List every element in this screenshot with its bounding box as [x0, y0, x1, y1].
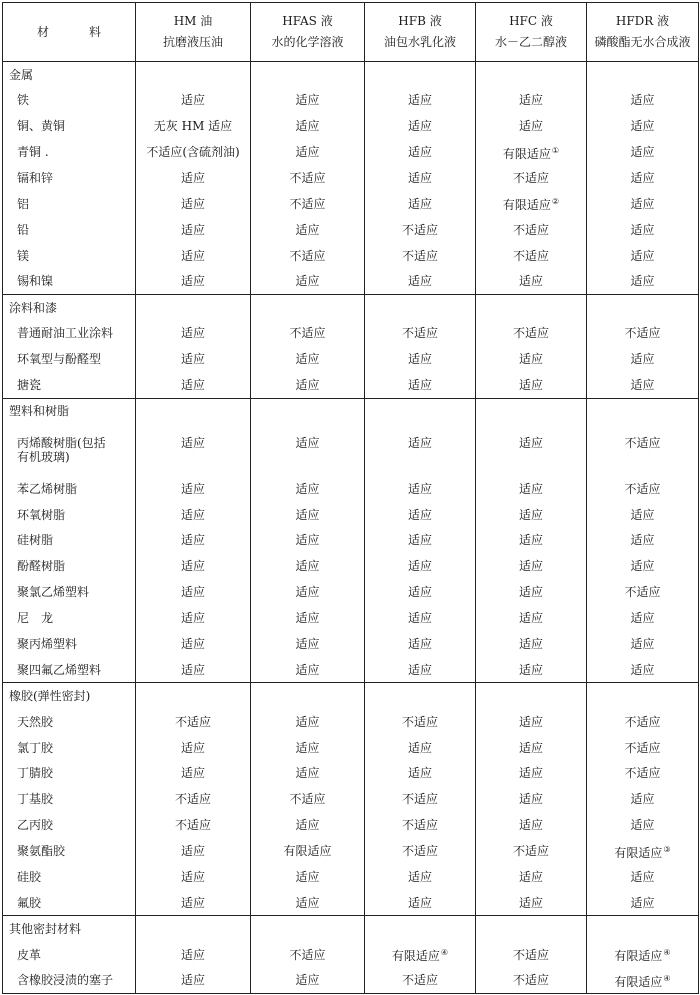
- cell-hfdr: 适应: [587, 786, 699, 812]
- empty-cell: [365, 295, 476, 321]
- material-name: 含橡胶浸渍的塞子: [3, 968, 136, 994]
- cell-hfdr: [587, 968, 699, 994]
- cell-hfas: 适应: [251, 269, 365, 295]
- cell-hm: 适应: [136, 735, 251, 761]
- cell-hfc: 适应: [476, 346, 587, 372]
- cell-hm: 不适应: [136, 709, 251, 735]
- cell-hfc: 适应: [476, 87, 587, 113]
- cell-hfc: 适应: [476, 528, 587, 554]
- cell-hfdr: 适应: [587, 890, 699, 916]
- material-name: 酚醛树脂: [3, 553, 136, 579]
- empty-cell: [251, 683, 365, 709]
- material-name: 搪瓷: [3, 372, 136, 398]
- cell-hfas: 适应: [251, 217, 365, 243]
- empty-cell: [365, 683, 476, 709]
- material-name: 硅胶: [3, 864, 136, 890]
- table-row: [3, 812, 699, 838]
- cell-hfdr: 适应: [587, 372, 699, 398]
- cell-hfdr: 适应: [587, 605, 699, 631]
- cell-hm: 适应: [136, 191, 251, 217]
- cell-hfdr: [587, 450, 699, 476]
- cell-hfb: 适应: [365, 864, 476, 890]
- category-label: 涂料和漆: [3, 295, 136, 321]
- empty-cell: [476, 916, 587, 942]
- cell-hfas: 适应: [251, 113, 365, 139]
- empty-cell: [136, 916, 251, 942]
- cell-hfb: 适应: [365, 372, 476, 398]
- header-hfc-desc: 水－乙二醇液: [494, 35, 567, 49]
- cell-hfb: 适应: [365, 476, 476, 502]
- cell-hfdr: 适应: [587, 139, 699, 165]
- cell-hfas: 适应: [251, 761, 365, 787]
- empty-cell: [251, 295, 365, 321]
- cell-hfc: 适应: [476, 605, 587, 631]
- material-name: 镉和锌: [3, 165, 136, 191]
- header-hfc: [476, 3, 587, 62]
- cell-hfb: 不适应: [365, 320, 476, 346]
- cell-hm: 适应: [136, 372, 251, 398]
- cell-hfb: 不适应: [365, 838, 476, 864]
- header-material-label: 材 料: [36, 24, 115, 39]
- header-hfdr-code: HFDR 液: [615, 14, 670, 28]
- cell-hfdr: 适应: [587, 269, 699, 295]
- material-name: 铝: [3, 191, 136, 217]
- cell-hfdr: 适应: [587, 502, 699, 528]
- table-row: [3, 165, 699, 191]
- cell-hfas: 适应: [251, 890, 365, 916]
- header-hfb: [365, 3, 476, 62]
- header-hfb-desc: 油包水乳化液: [383, 35, 456, 49]
- cell-hfc: 适应: [476, 372, 587, 398]
- empty-cell: [587, 295, 699, 321]
- footnote-marker: ①: [551, 145, 560, 155]
- category-row: [3, 683, 699, 709]
- category-row: [3, 295, 699, 321]
- cell-hm: 适应: [136, 165, 251, 191]
- material-name: 丙烯酸树脂(包括: [3, 424, 136, 450]
- category-row: [3, 62, 699, 88]
- cell-hm: 无灰 HM 适应: [136, 113, 251, 139]
- category-label: 橡胶(弹性密封): [3, 683, 136, 709]
- table-body: [3, 62, 699, 994]
- material-name: 硅树脂: [3, 528, 136, 554]
- cell-hm: 不适应: [136, 812, 251, 838]
- cell-text: 有限适应: [614, 949, 663, 964]
- cell-hfc: 不适应: [476, 320, 587, 346]
- cell-hfas: 不适应: [251, 191, 365, 217]
- cell-hm: 适应: [136, 864, 251, 890]
- table-row: [3, 139, 699, 165]
- material-name: 苯乙烯树脂: [3, 476, 136, 502]
- cell-hfas: 适应: [251, 812, 365, 838]
- cell-hm: 适应: [136, 890, 251, 916]
- cell-hfas: 适应: [251, 139, 365, 165]
- cell-hfc: 不适应: [476, 217, 587, 243]
- cell-hfb: 适应: [365, 890, 476, 916]
- cell-hfas: [251, 450, 365, 476]
- header-hfc-code: HFC 液: [509, 14, 553, 28]
- footnote-marker: ②: [551, 197, 560, 207]
- cell-hfas: 适应: [251, 476, 365, 502]
- cell-hfb: 适应: [365, 735, 476, 761]
- cell-hfdr: 不适应: [587, 424, 699, 450]
- cell-hfas: 适应: [251, 553, 365, 579]
- cell-hfas: 适应: [251, 424, 365, 450]
- cell-hfb: [365, 450, 476, 476]
- cell-hfdr: [587, 942, 699, 968]
- cell-hm: 适应: [136, 476, 251, 502]
- cell-hm: 适应: [136, 502, 251, 528]
- empty-cell: [365, 398, 476, 424]
- table-row: [3, 191, 699, 217]
- cell-hfdr: 适应: [587, 243, 699, 269]
- header-hm-desc: 抗磨液压油: [162, 35, 223, 49]
- cell-hm: 适应: [136, 87, 251, 113]
- cell-hfc: 适应: [476, 553, 587, 579]
- table-row: [3, 838, 699, 864]
- cell-hm: 适应: [136, 424, 251, 450]
- table-row: [3, 372, 699, 398]
- table-row: [3, 243, 699, 269]
- table-row: [3, 269, 699, 295]
- header-hfas-desc: 水的化学溶液: [271, 35, 344, 49]
- cell-hfdr: 不适应: [587, 709, 699, 735]
- cell-hfc: 适应: [476, 579, 587, 605]
- material-name: 氯丁胶: [3, 735, 136, 761]
- cell-hfb: 适应: [365, 502, 476, 528]
- material-name: 环氧树脂: [3, 502, 136, 528]
- material-name: 丁基胶: [3, 786, 136, 812]
- cell-hfb: 适应: [365, 553, 476, 579]
- cell-hfdr: 不适应: [587, 579, 699, 605]
- material-name: 乙丙胶: [3, 812, 136, 838]
- cell-hfas: 不适应: [251, 786, 365, 812]
- cell-hfc: 适应: [476, 113, 587, 139]
- cell-text: 有限适应: [391, 949, 440, 964]
- cell-hfas: 适应: [251, 709, 365, 735]
- header-hfas-code: HFAS 液: [282, 14, 333, 28]
- cell-hfb: 适应: [365, 87, 476, 113]
- cell-hm: 适应: [136, 968, 251, 994]
- cell-hfb: 不适应: [365, 968, 476, 994]
- cell-hfdr: [587, 838, 699, 864]
- cell-hfdr: 适应: [587, 864, 699, 890]
- cell-hfb: 适应: [365, 761, 476, 787]
- table-row: [3, 786, 699, 812]
- cell-hfb: 适应: [365, 113, 476, 139]
- header-hm-code: HM 油: [173, 14, 213, 28]
- cell-hfb: 适应: [365, 139, 476, 165]
- cell-hfc: 不适应: [476, 838, 587, 864]
- cell-hfc: 不适应: [476, 942, 587, 968]
- category-label: 金属: [3, 62, 136, 88]
- cell-hfdr: 适应: [587, 165, 699, 191]
- header-hfas: [251, 3, 365, 62]
- compatibility-table: [2, 2, 699, 994]
- material-name: 环氧型与酚醛型: [3, 346, 136, 372]
- material-name: 铜、黄铜: [3, 113, 136, 139]
- header-hfdr: [587, 3, 699, 62]
- material-name: 聚四氟乙烯塑料: [3, 657, 136, 683]
- table-row: [3, 657, 699, 683]
- cell-hm: 适应: [136, 553, 251, 579]
- cell-hfb: 适应: [365, 346, 476, 372]
- cell-hfdr: 适应: [587, 87, 699, 113]
- cell-hfas: 不适应: [251, 243, 365, 269]
- header-hfdr-desc: 磷酸酯无水合成液: [594, 35, 691, 49]
- table-row: [3, 709, 699, 735]
- cell-hfc: 适应: [476, 890, 587, 916]
- cell-hfc: 不适应: [476, 165, 587, 191]
- cell-hm: 适应: [136, 838, 251, 864]
- category-row: [3, 398, 699, 424]
- cell-hfc: 适应: [476, 657, 587, 683]
- category-label: 塑料和树脂: [3, 398, 136, 424]
- material-name: 天然胶: [3, 709, 136, 735]
- table-row: [3, 605, 699, 631]
- cell-hfb: 不适应: [365, 217, 476, 243]
- table-row: [3, 942, 699, 968]
- material-name: 丁腈胶: [3, 761, 136, 787]
- empty-cell: [365, 62, 476, 88]
- cell-hm: 适应: [136, 243, 251, 269]
- table-row: [3, 579, 699, 605]
- header-hfb-code: HFB 液: [398, 14, 442, 28]
- table-row: [3, 424, 699, 450]
- cell-hfc: 适应: [476, 761, 587, 787]
- cell-hm: 适应: [136, 605, 251, 631]
- empty-cell: [136, 295, 251, 321]
- cell-hfdr: 不适应: [587, 735, 699, 761]
- cell-text: 有限适应: [614, 974, 663, 989]
- header-hm: [136, 3, 251, 62]
- material-name: 皮革: [3, 942, 136, 968]
- empty-cell: [136, 62, 251, 88]
- footnote-marker: ④: [663, 973, 671, 983]
- table-row: [3, 217, 699, 243]
- cell-hfb: [365, 942, 476, 968]
- cell-hfb: 适应: [365, 579, 476, 605]
- cell-hfb: 适应: [365, 424, 476, 450]
- cell-hfdr: 不适应: [587, 320, 699, 346]
- cell-hfc: 不适应: [476, 968, 587, 994]
- empty-cell: [587, 62, 699, 88]
- material-name: 氟胶: [3, 890, 136, 916]
- cell-hfc: 适应: [476, 631, 587, 657]
- empty-cell: [136, 683, 251, 709]
- cell-hm: 适应: [136, 942, 251, 968]
- cell-hfdr: 适应: [587, 346, 699, 372]
- cell-hfdr: 适应: [587, 812, 699, 838]
- cell-text: 有限适应: [502, 146, 551, 161]
- empty-cell: [476, 398, 587, 424]
- empty-cell: [587, 916, 699, 942]
- cell-hfc: 适应: [476, 709, 587, 735]
- cell-hfc: 不适应: [476, 243, 587, 269]
- material-name: 锡和镍: [3, 269, 136, 295]
- category-row: [3, 916, 699, 942]
- material-name: 镁: [3, 243, 136, 269]
- cell-hfdr: 适应: [587, 553, 699, 579]
- table-row: [3, 346, 699, 372]
- cell-hfc: [476, 191, 587, 217]
- cell-hfas: 不适应: [251, 942, 365, 968]
- cell-hfas: 适应: [251, 346, 365, 372]
- cell-hfb: 适应: [365, 657, 476, 683]
- table-row: [3, 890, 699, 916]
- table-row: [3, 761, 699, 787]
- cell-hm: 适应: [136, 657, 251, 683]
- cell-hfas: 不适应: [251, 320, 365, 346]
- cell-hfas: 适应: [251, 372, 365, 398]
- cell-hfb: 不适应: [365, 709, 476, 735]
- material-name: 铁: [3, 87, 136, 113]
- cell-hm: [136, 450, 251, 476]
- cell-hfc: 适应: [476, 269, 587, 295]
- material-name: 聚氯乙烯塑料: [3, 579, 136, 605]
- cell-hfas: 适应: [251, 657, 365, 683]
- table-row: [3, 528, 699, 554]
- table-row: [3, 87, 699, 113]
- cell-hfdr: 适应: [587, 217, 699, 243]
- cell-hfc: [476, 450, 587, 476]
- category-label: 其他密封材料: [3, 916, 136, 942]
- cell-hfb: 适应: [365, 269, 476, 295]
- cell-text: 有限适应: [502, 198, 551, 213]
- footnote-marker: ④: [663, 948, 671, 958]
- cell-hfdr: 不适应: [587, 761, 699, 787]
- cell-hfas: 适应: [251, 631, 365, 657]
- cell-hm: 适应: [136, 346, 251, 372]
- cell-hfb: 适应: [365, 605, 476, 631]
- material-name: 聚氨酯胶: [3, 838, 136, 864]
- cell-hm: 适应: [136, 269, 251, 295]
- cell-hfas: 不适应: [251, 165, 365, 191]
- cell-hfb: 适应: [365, 528, 476, 554]
- cell-hm: 适应: [136, 217, 251, 243]
- cell-hm: 适应: [136, 579, 251, 605]
- table-row: [3, 113, 699, 139]
- cell-hfas: 适应: [251, 864, 365, 890]
- cell-hfc: 适应: [476, 864, 587, 890]
- table-row: [3, 968, 699, 994]
- table-row: [3, 553, 699, 579]
- cell-hfas: 适应: [251, 735, 365, 761]
- header-row: [3, 3, 699, 62]
- cell-hfas: 适应: [251, 605, 365, 631]
- cell-hm: 适应: [136, 631, 251, 657]
- footnote-marker: ③: [663, 844, 671, 854]
- cell-hm: 适应: [136, 761, 251, 787]
- table-row: [3, 735, 699, 761]
- header-material: [3, 3, 136, 62]
- cell-hfas: 适应: [251, 968, 365, 994]
- cell-hfc: 适应: [476, 476, 587, 502]
- cell-hfdr: 不适应: [587, 476, 699, 502]
- cell-hfb: 适应: [365, 631, 476, 657]
- cell-hfdr: 适应: [587, 191, 699, 217]
- cell-hfas: 适应: [251, 87, 365, 113]
- cell-hfdr: 适应: [587, 528, 699, 554]
- table-row: [3, 320, 699, 346]
- cell-hfdr: 适应: [587, 113, 699, 139]
- cell-hfc: 适应: [476, 502, 587, 528]
- cell-hfc: 适应: [476, 812, 587, 838]
- cell-hm: 不适应(含硫剂油): [136, 139, 251, 165]
- cell-hm: 适应: [136, 320, 251, 346]
- material-name: 尼 龙: [3, 605, 136, 631]
- cell-hfdr: 适应: [587, 657, 699, 683]
- table-row: [3, 631, 699, 657]
- empty-cell: [476, 295, 587, 321]
- cell-hfc: 适应: [476, 786, 587, 812]
- table-row: [3, 864, 699, 890]
- material-name: 铅: [3, 217, 136, 243]
- table-row: [3, 476, 699, 502]
- table-row: [3, 450, 699, 476]
- empty-cell: [365, 916, 476, 942]
- empty-cell: [587, 683, 699, 709]
- empty-cell: [476, 683, 587, 709]
- cell-hfb: 适应: [365, 191, 476, 217]
- material-name: 青铜 .: [3, 139, 136, 165]
- cell-hfc: [476, 139, 587, 165]
- empty-cell: [587, 398, 699, 424]
- cell-text: 有限适应: [614, 845, 663, 860]
- cell-hfdr: 适应: [587, 631, 699, 657]
- empty-cell: [136, 398, 251, 424]
- empty-cell: [251, 398, 365, 424]
- cell-hfb: 不适应: [365, 243, 476, 269]
- empty-cell: [251, 62, 365, 88]
- material-name: 聚丙烯塑料: [3, 631, 136, 657]
- cell-hfc: 适应: [476, 735, 587, 761]
- cell-hfb: 适应: [365, 165, 476, 191]
- material-name: 有机玻璃): [3, 450, 136, 476]
- cell-hm: 不适应: [136, 786, 251, 812]
- table-row: [3, 502, 699, 528]
- cell-hfas: 适应: [251, 579, 365, 605]
- cell-hm: 适应: [136, 528, 251, 554]
- cell-hfb: 不适应: [365, 786, 476, 812]
- material-name: 普通耐油工业涂料: [3, 320, 136, 346]
- cell-hfas: 适应: [251, 502, 365, 528]
- cell-hfas: 有限适应: [251, 838, 365, 864]
- cell-hfas: 适应: [251, 528, 365, 554]
- empty-cell: [476, 62, 587, 88]
- empty-cell: [251, 916, 365, 942]
- cell-hfb: 不适应: [365, 812, 476, 838]
- cell-hfc: 适应: [476, 424, 587, 450]
- footnote-marker: ④: [440, 948, 449, 958]
